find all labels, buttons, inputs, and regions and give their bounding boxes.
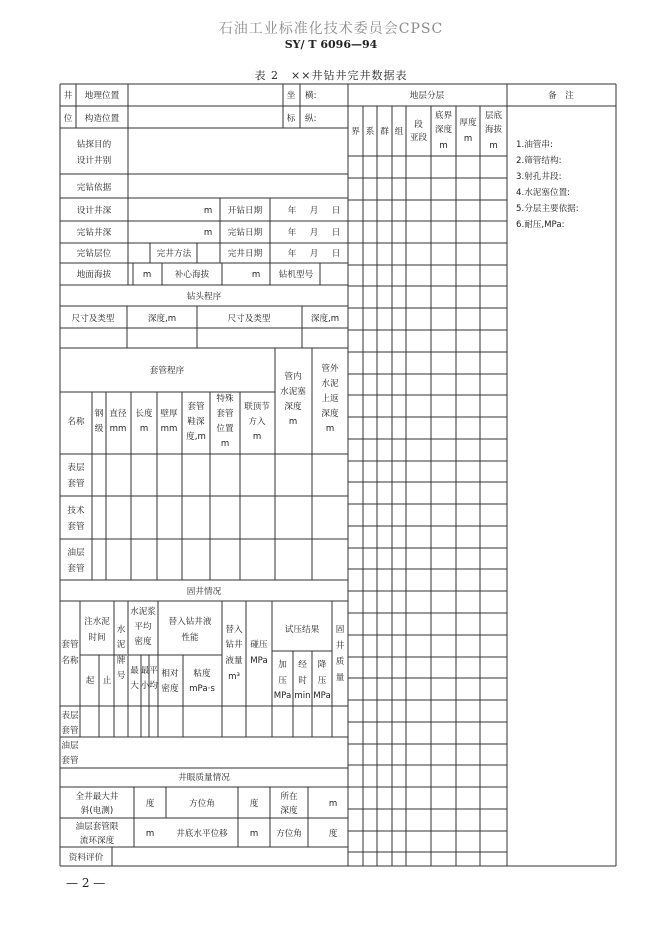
well-label-2: 位 <box>63 114 73 124</box>
strata-group-label: 群 <box>380 127 389 137</box>
cement-quality-label-2: 井 <box>335 641 345 651</box>
cement-top-label-1: 管外 <box>321 364 339 374</box>
slurry-density-label-2: 平均 <box>134 622 152 632</box>
kb-elev-unit: m <box>251 270 261 280</box>
azimuth-degree-unit: 度 <box>249 799 259 809</box>
final-depth-unit: m <box>203 228 213 238</box>
remark-item: 2.筛管结构: <box>516 156 562 166</box>
displace-volume-label-1: 替入 <box>225 625 243 635</box>
kb-elev-label: 补心海拔 <box>174 270 210 280</box>
cement-surface-casing-label-2: 套管 <box>61 726 79 736</box>
ground-elev-unit: m <box>142 270 152 280</box>
cement-quality-label-4: 量 <box>335 673 345 683</box>
bottom-displacement-label: 井底水平位移 <box>176 829 228 839</box>
test-time-label-3: min <box>294 691 311 701</box>
rig-model-label: 钻机型号 <box>278 270 314 280</box>
density-min-label-2: 小 <box>140 681 150 691</box>
displace-volume-label-4: m³ <box>228 672 240 682</box>
strata-heading: 地层分层 <box>409 91 445 101</box>
test-time-label-2: 时 <box>298 676 307 686</box>
special-casing-label-2: 套管 <box>216 409 234 419</box>
complete-date-label: 完井日期 <box>227 249 263 259</box>
purpose-label-2: 设计井别 <box>76 156 112 166</box>
design-depth-unit: m <box>203 206 213 216</box>
complete-year: 年 <box>287 249 297 259</box>
x-coord-label: 横: <box>305 91 317 101</box>
bump-pressure-label-1: 碰压 <box>250 640 268 650</box>
density-avg-label-1: 平 <box>149 666 158 676</box>
cement-plug-label-2: 水泥塞 <box>280 387 306 397</box>
coord-label-2: 标 <box>286 114 296 124</box>
bump-pressure-label-2: MPa <box>250 656 268 666</box>
density-min-label-1: 最 <box>140 666 150 676</box>
casing-wall-label-2: mm <box>160 424 178 434</box>
density-max-label-1: 最 <box>130 666 139 676</box>
cement-top-label-3: 上返 <box>321 394 339 404</box>
page-number: — 2 — <box>66 876 106 890</box>
at-depth-unit: m <box>328 799 338 809</box>
tech-casing-label-1: 技术 <box>67 506 85 516</box>
casing-name-label: 名称 <box>67 417 85 427</box>
strata-formation-label: 组 <box>394 127 404 137</box>
bottom-depth-label-1: 底界 <box>434 111 453 121</box>
bottom-elev-label-2: 海拔 <box>484 125 503 135</box>
density-max-label-2: 大 <box>130 681 139 691</box>
oil-casing-label-1: 油层 <box>67 548 85 558</box>
displace-fluid-label-2: 性能 <box>181 633 199 643</box>
spud-year: 年 <box>287 206 297 216</box>
bottom-elev-label-1: 层底 <box>484 111 503 121</box>
geo-location-label: 地理位置 <box>84 91 120 101</box>
complete-month: 月 <box>309 249 319 259</box>
surface-casing-label-2: 套管 <box>67 479 85 489</box>
finish-date-label: 完钻日期 <box>227 228 263 238</box>
thickness-label-1: 厚度 <box>459 118 477 128</box>
cement-surface-casing-label-1: 表层 <box>61 711 79 721</box>
azimuth-label-2: 方位角 <box>276 829 302 839</box>
max-inclination-label-1: 全井最大井 <box>75 792 119 802</box>
surface-casing-label-1: 表层 <box>67 463 85 473</box>
inject-stop-label: 止 <box>102 676 112 686</box>
cement-brand-label-3: 牌 <box>116 656 126 666</box>
bottom-elev-label-3: m <box>489 141 498 151</box>
cement-brand-label-2: 泥 <box>116 640 126 650</box>
landing-joint-label-3: m <box>252 432 262 442</box>
complete-day: 日 <box>331 249 341 259</box>
bit-depth-label-2: 深度,m <box>310 314 340 324</box>
strata-member-label-2: 亚段 <box>409 133 428 143</box>
final-layer-label: 完钻层位 <box>76 249 112 259</box>
tech-casing-label-2: 套管 <box>67 522 85 532</box>
thickness-label-2: m <box>463 134 473 144</box>
landing-joint-label-1: 联顶节 <box>244 402 270 412</box>
inject-time-label-1: 注水泥 <box>84 617 110 627</box>
cement-oil-casing-label-1: 油层 <box>61 741 79 751</box>
finish-day: 日 <box>331 228 341 238</box>
pressure-test-label: 试压结果 <box>284 625 320 635</box>
at-depth-label-2: 深度 <box>280 806 298 816</box>
test-time-label-1: 经 <box>298 660 307 670</box>
cement-casing-name-label-1: 套管 <box>61 640 79 650</box>
displace-fluid-label-1: 替入钻井液 <box>168 617 212 627</box>
struct-location-label: 构造位置 <box>84 114 120 124</box>
remark-item: 3.射孔井段: <box>516 172 562 182</box>
displace-volume-label-2: 钻井 <box>225 640 243 650</box>
y-coord-label: 纵: <box>305 114 317 124</box>
cement-casing-name-label-2: 名称 <box>61 656 79 666</box>
finish-month: 月 <box>309 228 319 238</box>
viscosity-label-2: mPa·s <box>189 684 215 694</box>
bit-size-type-label-2: 尺寸及类型 <box>227 314 271 324</box>
rel-density-label-2: 密度 <box>161 684 179 694</box>
density-avg-label-2: 均 <box>149 681 158 691</box>
azimuth-label: 方位角 <box>189 799 215 809</box>
bit-depth-label-1: 深度,m <box>147 314 177 324</box>
test-pressure-label-2: 压 <box>278 676 287 686</box>
data-evaluation-label: 资料评价 <box>68 853 104 863</box>
remarks-heading: 备 注 <box>548 91 574 101</box>
remark-item: 6.耐压,MPa: <box>516 220 565 230</box>
cement-plug-label-4: m <box>288 417 298 427</box>
bottom-displacement-unit: m <box>249 829 259 839</box>
test-pressure-label-3: MPa <box>273 691 292 701</box>
remark-item: 5.分层主要依据: <box>516 204 579 214</box>
cement-top-label-4: 深度 <box>321 409 339 419</box>
completion-method-label: 完井方法 <box>156 249 192 259</box>
azimuth-degree-unit-2: 度 <box>328 829 338 839</box>
ground-elev-label: 地面海拔 <box>76 270 112 280</box>
casing-limit-depth-unit: m <box>145 829 155 839</box>
cement-quality-label-1: 固 <box>335 625 345 635</box>
bottom-depth-label-3: m <box>439 141 448 151</box>
pressure-drop-label-2: 压 <box>317 676 327 686</box>
remark-item: 1.油管串: <box>516 140 553 150</box>
strata-member-label-1: 段 <box>414 120 423 130</box>
table-grid <box>60 84 616 866</box>
casing-grade-label-1: 钢 <box>94 409 104 419</box>
casing-program-heading: 套管程序 <box>149 366 185 376</box>
standards-committee-name: 石油工业标准化技术委员会CPSC <box>218 21 444 37</box>
special-casing-label-3: 位置 <box>216 424 234 434</box>
cement-quality-label-3: 质 <box>335 657 345 667</box>
cement-plug-label-3: 深度 <box>284 402 302 412</box>
casing-od-label-1: 直径 <box>109 409 127 419</box>
standard-code: SY/ T 6096—94 <box>284 38 378 51</box>
cement-brand-label-4: 号 <box>116 671 126 681</box>
cement-brand-label-1: 水 <box>116 625 126 635</box>
inclination-degree-unit: 度 <box>145 799 155 809</box>
inject-start-label: 起 <box>85 676 95 686</box>
inject-time-label-2: 时间 <box>88 633 106 643</box>
at-depth-label-1: 所在 <box>280 792 298 802</box>
cement-plug-label-1: 管内 <box>284 372 302 382</box>
casing-wall-label-1: 壁厚 <box>160 409 178 419</box>
bit-size-type-label-1: 尺寸及类型 <box>71 314 115 324</box>
cementing-heading: 固井情况 <box>186 587 222 597</box>
spud-date-label: 开钻日期 <box>227 206 263 216</box>
cement-top-label-5: m <box>325 424 335 434</box>
oil-casing-label-2: 套管 <box>67 564 85 574</box>
casing-shoe-label-3: 度,m <box>186 432 206 442</box>
spud-month: 月 <box>309 206 319 216</box>
special-casing-label-4: m <box>220 439 230 449</box>
remark-item: 4.水泥塞位置: <box>516 188 571 198</box>
pressure-drop-label-3: MPa <box>313 691 331 701</box>
landing-joint-label-2: 方入 <box>248 417 266 427</box>
cement-oil-casing-label-2: 套管 <box>61 756 79 766</box>
casing-od-label-2: mm <box>109 424 127 434</box>
max-inclination-label-2: 斜(电测) <box>80 806 114 816</box>
strata-system-label: 系 <box>365 127 375 137</box>
casing-limit-depth-label-2: 流环深度 <box>79 836 115 846</box>
casing-shoe-label-2: 鞋深 <box>187 417 205 427</box>
bit-program-heading: 钻头程序 <box>186 292 222 302</box>
pressure-drop-label-1: 降 <box>317 660 327 670</box>
final-depth-label: 完钻井深 <box>76 228 112 238</box>
casing-length-label-2: m <box>139 424 149 434</box>
strata-era-label: 界 <box>351 127 360 137</box>
well-quality-heading: 井眼质量情况 <box>178 773 230 783</box>
casing-grade-label-2: 级 <box>94 424 104 434</box>
drill-basis-label: 完钻依据 <box>76 183 112 193</box>
spud-day: 日 <box>331 206 341 216</box>
special-casing-label-1: 特殊 <box>216 394 234 404</box>
viscosity-label-1: 粘度 <box>193 669 211 679</box>
test-pressure-label-1: 加 <box>278 660 287 670</box>
rel-density-label-1: 相对 <box>161 669 179 679</box>
slurry-density-label-1: 水泥浆 <box>130 607 156 617</box>
displace-volume-label-3: 液量 <box>225 656 243 666</box>
slurry-density-label-3: 密度 <box>134 637 152 647</box>
coord-label-1: 坐 <box>286 91 296 101</box>
finish-year: 年 <box>287 228 297 238</box>
design-depth-label: 设计井深 <box>76 206 112 216</box>
bottom-depth-label-2: 深度 <box>434 125 453 135</box>
table-title: 表 2 ××井钻井完井数据表 <box>254 69 408 82</box>
well-label-1: 井 <box>63 91 73 101</box>
casing-length-label-1: 长度 <box>135 409 153 419</box>
cement-top-label-2: 水泥 <box>321 379 339 389</box>
purpose-label-1: 钻探目的 <box>76 140 112 150</box>
casing-limit-depth-label-1: 油层套管限 <box>75 822 119 832</box>
casing-shoe-label-1: 套管 <box>187 402 205 412</box>
